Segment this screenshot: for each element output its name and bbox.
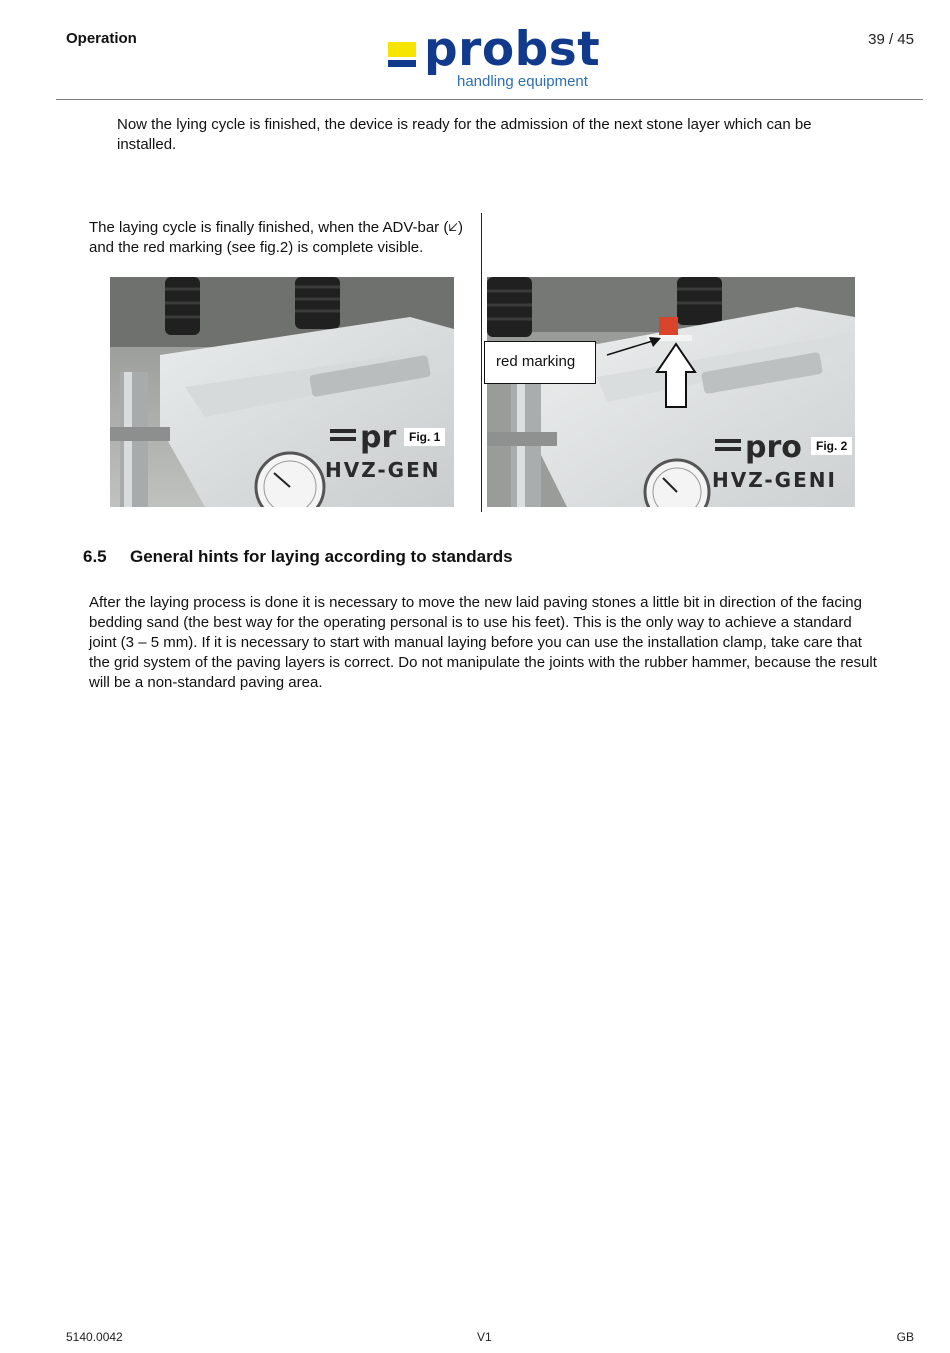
red-marking-callout: red marking xyxy=(484,341,596,384)
header-divider xyxy=(56,99,923,100)
figure-2-photo xyxy=(487,277,855,507)
photo-2-brand-text: pro xyxy=(745,430,802,465)
figure-1-photo xyxy=(110,277,454,507)
hints-paragraph: After the laying process is done it is necessary to move the new laid paving stones a little bit in direction of the facing bedding sand (the best way for the operating personal is to use his feet). This is the only way to achieve a standard joint (3 – 5 mm). If it is necessary to start with manual laying before you can use the installation clamp, take care that the grid system of the paving layers is correct. Do not manipulate the joints with the rubber hammer, because the result will be a non-standard paving area. xyxy=(89,594,877,691)
page-number: 39 / 45 xyxy=(868,31,914,48)
photo-2-model-text: HVZ-GENI xyxy=(712,468,837,492)
photo-1-model-text: HVZ-GEN xyxy=(325,458,441,482)
probst-logo xyxy=(388,22,601,94)
logo-wordmark: probst xyxy=(424,22,601,77)
figure-1-label: Fig. 1 xyxy=(404,428,445,446)
machine-photo-image xyxy=(487,277,855,507)
footer-doc-number: 5140.0042 xyxy=(66,1330,123,1344)
logo-tagline: handling equipment xyxy=(457,73,588,90)
section-title: General hints for laying according to standards xyxy=(130,547,513,566)
section-heading xyxy=(83,547,513,567)
intro-paragraph: Now the lying cycle is finished, the device is ready for the admission of the next stone layer which can be installed. xyxy=(117,116,812,153)
red-marking-indicator xyxy=(659,317,678,337)
footer-version: V1 xyxy=(477,1330,492,1344)
figure-2-label: Fig. 2 xyxy=(811,437,852,455)
section-number: 6.5 xyxy=(83,547,107,566)
header-section-label: Operation xyxy=(66,30,137,47)
column-divider xyxy=(481,213,482,512)
footer-language: GB xyxy=(896,1330,914,1344)
photo-1-brand-text: pr xyxy=(360,420,397,455)
logo-mark-icon xyxy=(388,42,416,67)
machine-photo-image xyxy=(110,277,454,507)
cycle-paragraph: The laying cycle is finally finished, when the ADV-bar (🡧) and the red marking (see fig.2) is complete visible. xyxy=(89,219,464,256)
